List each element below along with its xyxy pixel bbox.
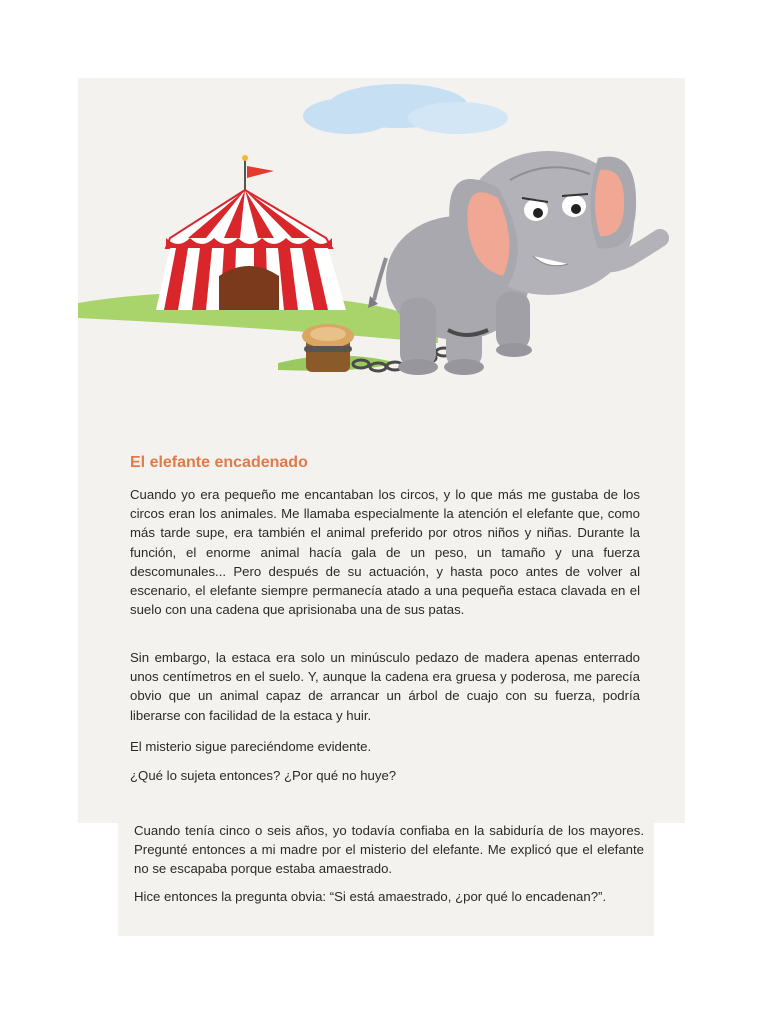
- paragraph-2: Sin embargo, la estaca era solo un minúsculo pedazo de madera apenas enterrado unos centímetros en el suelo. Y, aunque la cadena era gruesa y poderosa, me parecía obvio que un animal capaz de arrancar un árbol de cuajo con su fuerza, podría liberarse con facilidad de la estaca y huir.: [130, 650, 640, 723]
- paragraph-3: El misterio sigue pareciéndome evidente.: [130, 739, 372, 754]
- circus-tent-icon: [156, 155, 346, 310]
- document-page: [78, 78, 685, 823]
- continuation-paragraph-1: Cuando tenía cinco o seis años, yo todavía confiaba en la sabiduría de los mayores. Pregunté entonces a mi madre por el misterio del elefante. Me explicó que el elefante no se escapaba porque estaba amaestrado.: [134, 823, 644, 876]
- cloud-icon: [303, 84, 508, 134]
- paragraph-1: Cuando yo era pequeño me encantaban los circos, y lo que más me gustaba de los circos eran los animales. Me llamaba especialmente la atención el elefante que, como más tarde supe, era también el animal preferido por otros niños y niñas. Durante la función, el enorme animal hacía gala de un peso, un tamaño y una fuerza descomunales... Pero después de su actuación, y hasta poco antes de volver al escenario, el elefante siempre permanecía atado a una pequeña estaca clavada en el suelo con una cadena que aprisionaba una de sus patas.: [130, 487, 640, 618]
- paragraph-4: ¿Qué lo sujeta entonces? ¿Por qué no huye?: [130, 768, 397, 783]
- article-title: El elefante encadenado: [130, 454, 308, 471]
- wooden-stake-icon: [302, 324, 354, 372]
- elephant-icon: [368, 151, 660, 375]
- circus-elephant-illustration: [78, 78, 685, 408]
- continuation-paragraph-2: Hice entonces la pregunta obvia: “Si está amaestrado, ¿por qué lo encadenan?”.: [134, 889, 607, 904]
- continuation-box: [118, 812, 654, 936]
